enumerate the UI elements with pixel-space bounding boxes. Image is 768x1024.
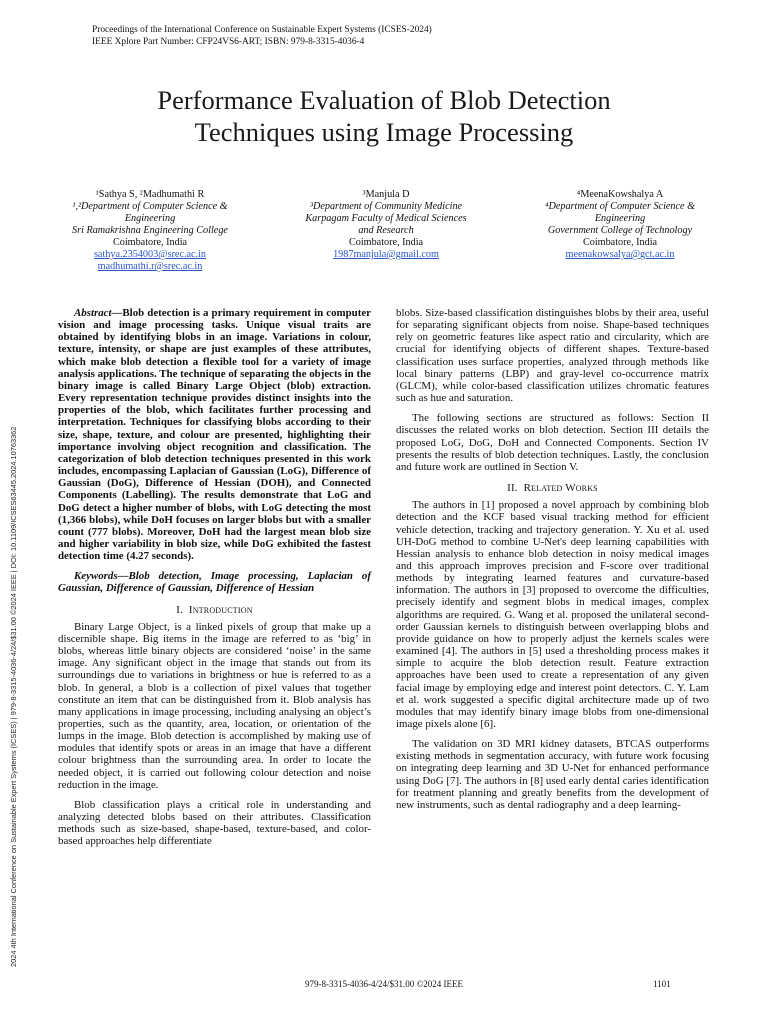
author-department: ¹,²Department of Computer Science &	[72, 201, 228, 212]
abstract	[58, 307, 371, 562]
author-organization: Government College of Technology	[547, 225, 693, 236]
paragraph: The validation on 3D MRI kidney datasets, BTCAS outperforms existing methods in segmentation accuracy, with future work focusing on integrating deep learning and 3D U-Net for enhanced performance using DoG [7]. The authors in [8] used early dental caries identification for treatment planning and greatly benefits from the development of new instruments, such as dental radiography and a deep learning-	[396, 738, 709, 811]
author-email-link[interactable]: madhumathi.r@srec.ac.in	[97, 261, 203, 272]
author-organization: and Research	[358, 225, 414, 236]
paragraph: Blob classification plays a critical role in understanding and analyzing detected blobs based on their attributes. Classification methods such as size-based, shape-based, texture-based, and color-based approaches help differentiate	[58, 798, 371, 848]
author-email-link[interactable]: 1987manjula@gmail.com	[333, 249, 439, 260]
header-line-1: Proceedings of the International Conference on Sustainable Expert Systems (ICSES-2024)	[92, 25, 432, 35]
paragraph: Binary Large Object, is a linked pixels of group that make up a discernible shape. Big items in the image are referred to as ‘big’ in blobs, whereas little binary objects are considered ‘noise’ in the same image. Any significant object in the image that stands out from its surroundings due to variations in brightness or hue is referred to as a blob. In general, a blob is a collection of pixel values that together constitute an item that can be distinguished from it. Blob analysis has many applications in image processing, including analysing an object’s properties, such as the quantity, area, location, or orientation of the lumps in the image. Blob detection is accomplished by making use of modules that identify spots or areas in an image that have a different colour brightness than the surrounding area. In order to locate the needed object, it is carried out following colour detection and noise reduction in the image.	[58, 620, 371, 791]
author-email-link[interactable]: meenakowsalya@gct.ac.in	[565, 249, 675, 260]
doi-sidebar-text: 2024 4th International Conference on Sustainable Expert Systems (ICSES) | 979-8-3315-4036-4/24/$31.00 ©2024 IEEE | DOI: 10.1109/ICSES63445.2024.10763362	[9, 426, 18, 967]
author-department: ⁴Department of Computer Science &	[544, 201, 696, 212]
author-column-2	[268, 189, 504, 261]
doi-sidebar	[3, 305, 18, 967]
footer-copyright: 979-8-3315-4036-4/24/$31.00 ©2024 IEEE	[304, 979, 464, 989]
author-column-1	[30, 189, 270, 273]
paper-title	[0, 84, 768, 148]
abstract-lead: Abstract	[74, 307, 112, 319]
paragraph: The following sections are structured as follows: Section II discusses the related works on blob detection. Section III details the proposed LoG, DoG, DoH and Connected Components. Section IV presents the results of blob detection techniques. Lastly, the conclusion and future work are outlined in Section V.	[396, 412, 709, 473]
author-column-3	[500, 189, 740, 261]
author-city: Coimbatore, India	[112, 237, 188, 248]
title-line-1: Performance Evaluation of Blob Detection	[157, 85, 611, 115]
author-organization: Sri Ramakrishna Engineering College	[72, 225, 228, 236]
author-city: Coimbatore, India	[582, 237, 658, 248]
paragraph: The authors in [1] proposed a novel approach by combining blob detection and the KCF based visual tracking method for efficient vehicle detection, tracking and trajectory generation. Y. Xu et al. used UH-DoG method to combine U-Net's deep learning capabilities with Hessian analysis to enhance blob detection in noisy medical images and this approach improves precision and F-score over traditional methods by integrating learned features and curvature-based information. The authors in [3] proposed to overcome the difficulties, precisely identify and segment blobs in medical images, complex algorithms are required. G. Wang et al. proposed the unilateral second-order Gaussian kernels to distinguish between overlapping blobs and provide guidance on how to properly adjust the kernels scales were examined [4]. The authors in [5] used a thresholding process makes it simple to acquire the blob detection result. Feature extraction approaches have been used to create a representation of any given facial image by employing edge and interest point detectors. C. Y. Lam et al. work suggested a specific digital architecture made up of two modules that may identify binary image blobs from one-dimensional image pixels alone [6].	[396, 499, 709, 730]
header-line-2: IEEE Xplore Part Number: CFP24VS6-ART; ISBN: 979-8-3315-4036-4	[92, 37, 365, 47]
author-department: ³Department of Community Medicine	[309, 201, 463, 212]
right-column	[396, 307, 709, 819]
author-email-link[interactable]: sathya.2354003@srec.ac.in	[93, 249, 207, 260]
author-department-cont: Engineering	[124, 213, 176, 224]
author-department-cont: Engineering	[594, 213, 646, 224]
left-column	[58, 307, 371, 856]
author-department-cont: Karpagam Faculty of Medical Sciences	[305, 213, 467, 224]
title-line-2: Techniques using Image Processing	[194, 117, 574, 147]
author-names: ⁴MeenaKowshalya A	[576, 189, 664, 200]
abstract-text: —Blob detection is a primary requirement in computer vision and image processing tasks. Unique visual traits are obtained by identifying blobs in an image. Variations in colour, texture, intensity, or shape are just examples of these attributes, which make blob detection a flexible tool for a variety of image analysis applications. The technique of separating the objects in the binary image is called Binary Large Object (blob) extraction. Every representation technique provides distinct insights into the properties of the blob, which facilitates further processing and interpretation. Techniques for classifying blobs according to their size, shape, texture, and colour are presented, highlighting their importance involving object recognition and classification. The categorization of blob detection techniques presented in this work includes, encompassing Laplacian of Gaussian (LoG), Difference of Gaussian (DoG), Difference of Hessian (DOH), and Connected Components (Labelling). The results demonstrate that LoG and DoG detect a higher number of blobs, with LoG detecting the most (1,366 blobs), while DoH focuses on larger blobs but with a smaller count (777 blobs). Moreover, DoH had the largest mean blob size and higher variability in blob size, while DoG exhibited the fastest detection time (4.27 seconds).	[58, 307, 371, 563]
author-city: Coimbatore, India	[348, 237, 424, 248]
author-names: ¹Sathya S, ²Madhumathi R	[95, 189, 205, 200]
paragraph: blobs. Size-based classification distinguishes blobs by their area, useful for separating significant objects from noise. Shape-based techniques rely on geometric features like aspect ratio and circularity, which are crucial for identifying objects of different shapes. Texture-based classification uses surface properties, analyzed through methods like local binary patterns (LBP) and gray-level co-occurrence matrix (GLCM), while color-based classification utilizes chromatic features such as hue and saturation.	[396, 307, 709, 405]
proceedings-header	[92, 24, 432, 48]
page-number: 1101	[653, 979, 671, 989]
keywords: Keywords—Blob detection, Image processing, Laplacian of Gaussian, Difference of Gaussian, Difference of Hessian	[58, 570, 371, 595]
author-names: ³Manjula D	[362, 189, 410, 200]
section-heading-introduction: I. Introduction	[176, 603, 253, 616]
section-heading-related-works: II. Related Works	[507, 482, 598, 495]
